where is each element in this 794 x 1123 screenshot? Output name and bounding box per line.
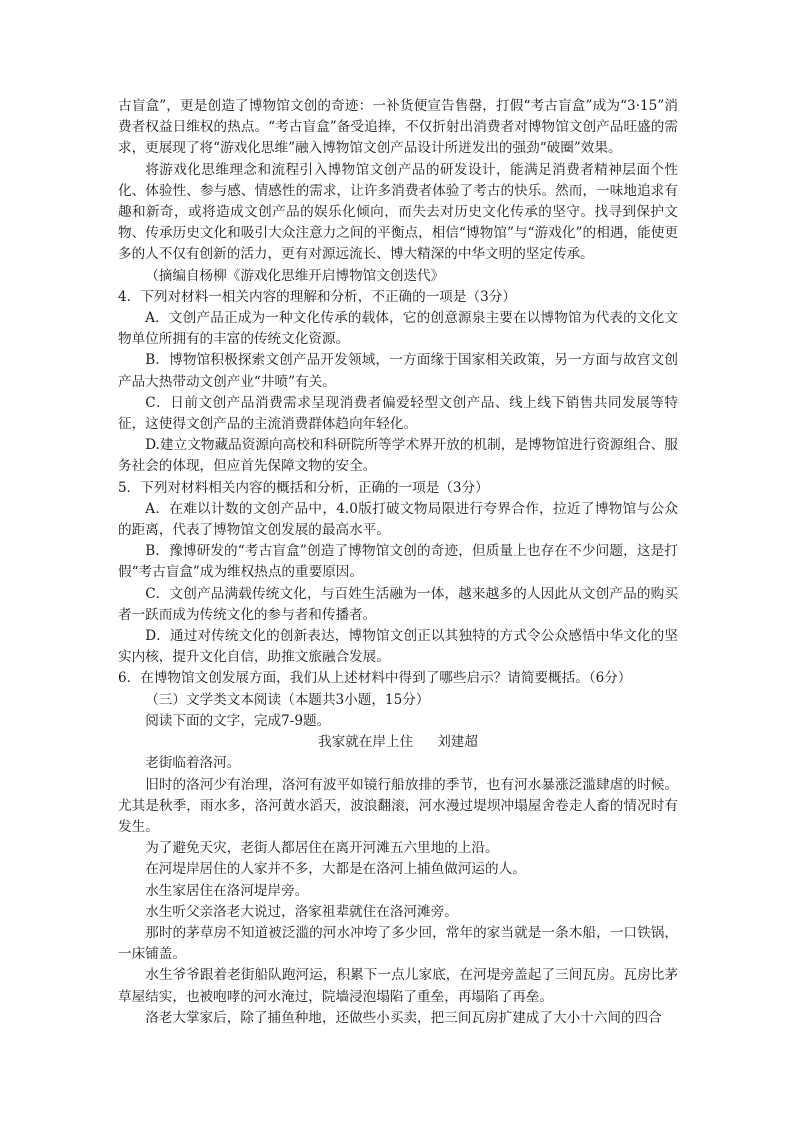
story-paragraph: 洛老大掌家后，除了捕鱼种地，还做些小买卖，把三间瓦房扩建成了大小十六间的四合: [145, 1009, 662, 1026]
question-option: A．文创产品正成为一种文化传承的载体，它的创意源泉主要在以博物馆为代表的文化文物单位所拥有的丰富的传统文化资源。: [118, 310, 678, 348]
question-option: B．博物馆积极探索文创产品开发领域，一方面缘于国家相关政策，另一方面与故宫文创产品大热带动文创产业“井喷”有关。: [118, 352, 678, 390]
material-paragraph: 古盲盒”，更是创造了博物馆文创的奇迹：一补货便宣告售罄，打假“考古盲盒”成为“3·15”消费者权益日维权的热点。“考古盲盒”备受追捧，不仅折射出消费者对博物馆文创产品旺盛的需求，更展现了将“游戏化思维”融入博物馆文创产品设计所迸发出的强劲“破圈”效果。: [118, 98, 678, 157]
story-paragraph: 水生爷爷跟着老街船队跑河运，积累下一点儿家底，在河堤旁盖起了三间瓦房。瓦房比茅草屋结实，也被咆哮的河水淹过，院墙浸泡塌陷了重垒，再塌陷了再垒。: [118, 967, 678, 1005]
question-option: A．在难以计数的文创产品中，4.0版打破文物局限进行夸界合作，拉近了博物馆与公众的距离，代表了博物馆文创发展的最高水平。: [118, 500, 678, 539]
section-instruction: 阅读下面的文字，完成7-9题。: [145, 712, 331, 729]
section-heading: （三）文学类文本阅读（本题共3小题，15分）: [145, 691, 430, 708]
story-author: 刘建超: [437, 734, 478, 751]
story-paragraph: 在河堤岸居住的人家并不多，大都是在洛河上捕鱼做河运的人。: [145, 861, 526, 878]
story-paragraph: 水生家居住在洛河堤岸旁。: [145, 882, 309, 899]
question-option: D.建立文物藏品资源向高校和科研院所等学术界开放的机制，是博物馆进行资源组合、服务社会的体现，但应首先保障文物的安全。: [118, 437, 678, 475]
question-stem: 4．下列对材料一相关内容的理解和分析，不正确的一项是（3分）: [118, 288, 516, 305]
material-paragraph: 将游戏化思维理念和流程引入博物馆文创产品的研发设计，能满足消费者精神层面个性化、体验性、参与感、情感性的需求，让许多消费者体验了考古的快乐。然而，一味地追求有趣和新奇，或将造成文创产品的娱乐化倾向，而失去对历史文化传承的坚守。找寻到保护文物、传承历史文化和吸引大众注意力之间的平衡点，相信“博物馆”与“游戏化”的相遇，能使更多的人不仅有创新的活力，更有对源远流长、博大精深的中华文明的坚定传承。: [118, 161, 678, 263]
question-option: D．通过对传统文化的创新表达，博物馆文创正以其独特的方式令公众感悟中华文化的坚实内核，提升文化自信，助推文旅融合发展。: [118, 628, 678, 666]
story-title: 我家就在岸上住: [318, 734, 414, 751]
story-paragraph: 水生听父亲洛老大说过，洛家祖辈就住在洛河滩旁。: [145, 903, 458, 920]
document-page: [118, 96, 678, 1029]
question-option: B．豫博研发的“考古盲盒”创造了博物馆文创的奇迹，但质量上也存在不少问题，这是打假“考古盲盒”成为维权热点的重要原因。: [118, 543, 678, 581]
question-option: C．文创产品满载传统文化，与百姓生活融为一体，越来越多的人因此从文创产品的购买者一跃而成为传统文化的参与者和传播者。: [118, 585, 678, 623]
story-title-line: [118, 732, 678, 753]
question-stem: 6．在博物馆文创发展方面，我们从上述材料中得到了哪些启示？请简要概括。（6分）: [118, 670, 632, 687]
story-paragraph: 那时的茅草房不知道被泛滥的河水冲垮了多少回，常年的家当就是一条木船，一口铁锅，一床铺盖。: [118, 924, 678, 963]
question-option: C．日前文创产品消费需求呈现消费者偏爱轻型文创产品、线上线下销售共同发展等特征，这使得文创产品的主流消费群体趋向年轻化。: [118, 394, 678, 433]
story-paragraph: 为了避免天灾，老街人都居住在离开河滩五六里地的上沿。: [145, 840, 499, 857]
story-paragraph: 老街临着洛河。: [145, 755, 241, 772]
story-paragraph: 旧时的洛河少有治理，洛河有波平如镜行船放排的季节，也有河水暴涨泛滥肆虐的时候。尤其是秋季，雨水多，洛河黄水滔天，波浪翻滚，河水漫过堤坝冲塌屋舍卷走人畜的情况时有发生。: [118, 776, 678, 835]
citation: （摘编自杨柳《游戏化思维开启博物馆文创迭代》: [145, 267, 445, 284]
question-stem: 5．下列对材料相关内容的概括和分析，正确的一项是（3分）: [118, 479, 489, 496]
